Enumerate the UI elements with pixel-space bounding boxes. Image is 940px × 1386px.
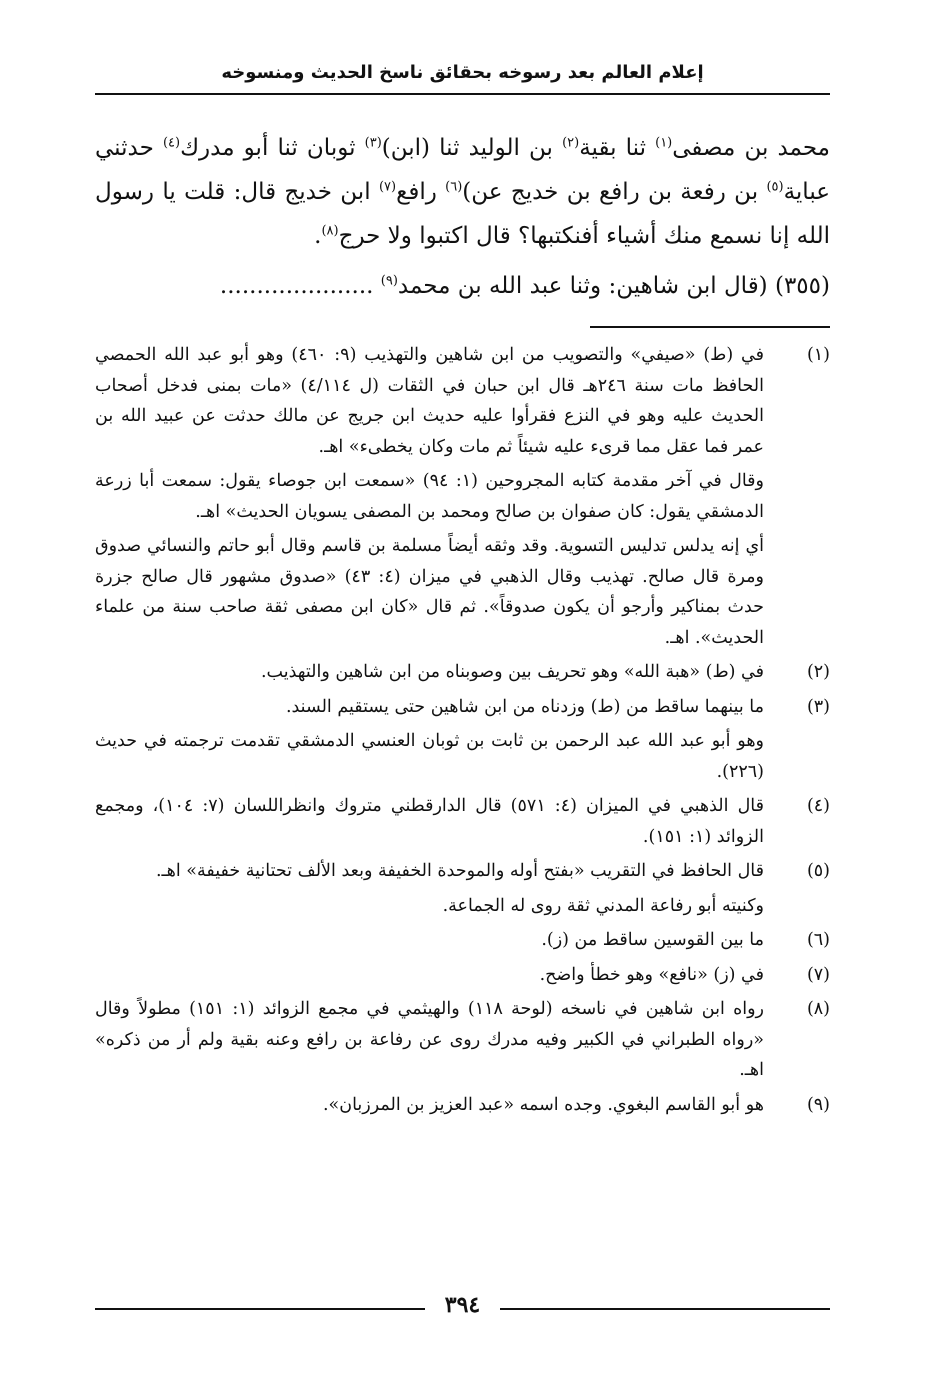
footnote-item xyxy=(95,1090,830,1125)
text-segment: . xyxy=(314,223,322,249)
footnote-ref[interactable]: (٢) xyxy=(562,135,580,151)
footnote-ref[interactable]: (٣) xyxy=(364,135,382,151)
footnote-text: هو أبو القاسم البغوي. وجده اسمه «عبد العزيز بن المرزبان». xyxy=(322,1094,764,1115)
footnote-ref[interactable]: (٤) xyxy=(162,135,181,151)
footnote-body xyxy=(95,791,764,856)
footnote-text: وقال في آخر مقدمة كتابه المجروحين (١: ٩٤) «سمعت ابن جوصاء يقول: سمعت أبا زرعة الدمشقي يقول: كان صفوان بن صالح ومحمد بن المصفى يسويان الحديث» اهـ. xyxy=(95,471,764,522)
footnote-item xyxy=(95,960,830,995)
header-rule xyxy=(95,93,830,95)
text-segment: حدثني عباية xyxy=(95,135,830,205)
footnote-ref[interactable]: (٧) xyxy=(378,179,397,195)
footnote-body xyxy=(95,856,764,925)
text-segment: رافع xyxy=(396,179,446,205)
footnote-text: وكنيته أبو رفاعة المدني ثقة روى له الجماعة. xyxy=(442,895,764,916)
footnote-body xyxy=(95,692,764,792)
footnote-text: قال الذهبي في الميزان (٤: ٥٧١) قال الدارقطني متروك وانظراللسان (٧: ١٠٤)، ومجمع الزوائد (١: ١٥١). xyxy=(95,796,764,847)
footnote-ref[interactable]: (٩) xyxy=(380,273,398,289)
footnote-ref[interactable]: (٦) xyxy=(445,179,463,195)
footnote-separator xyxy=(590,326,830,328)
footnote-text: رواه ابن شاهين في ناسخه (لوحة ١١٨) والهيثمي في مجمع الزوائد (١: ١٥١) مطولاً وقال «رواه الطبراني في الكبير وفيه مدرك روى عن رفاعة بن رافع وعنه بقية ولم أر من ذكره» اهـ. xyxy=(95,999,765,1080)
text-segment: ثنا بقية xyxy=(579,135,656,161)
footnote-number: (٦) xyxy=(806,930,830,950)
footnote-text: أي إنه يدلس تدليس التسوية. وقد وثقه أيضاً مسلمة بن قاسم وقال أبو حاتم والنسائي صدوق ومرة قال صالح. تهذيب وقال الذهبي في ميزان (٤: ٤٣) «صدوق مشهور قال صالح جزرة حدث بمناكير وأرجو أن يكون صدوقاً». ثم قال «كان ابن مصفى ثقة صاحب سنة من علماء الحديث». اهـ. xyxy=(95,536,764,648)
footnote-body xyxy=(95,657,764,692)
footnote-item xyxy=(95,856,830,925)
page-number: ٣٩٤ xyxy=(444,1292,481,1318)
page-footer xyxy=(95,1292,830,1322)
footer-rule-left xyxy=(95,1308,425,1310)
footnote-item xyxy=(95,657,830,692)
footnote-text: في (ط) «هبة الله» وهو تحريف بين وصوبناه من ابن شاهين والتهذيب. xyxy=(260,662,764,682)
footnote-text: في (ط) «صيفي» والتصويب من ابن شاهين والتهذيب (٩: ٤٦٠) وهو أبو عبد الله الحمصي الحافظ مات سنة ٢٤٦هـ قال ابن حبان في الثقات (ل ٤/١١٤) «مات بمنى فدخل أصحاب الحديث عليه وهو في النزع فقرأوا عليه حديث ابن جريج عن مالك حدثت عن عبيد الله بن عمر فما عقل مما قرىء عليه شيئاً ثم مات وكان يخطىء» اهـ. xyxy=(95,345,764,457)
hadith-paragraph-next xyxy=(95,264,830,308)
text-segment: ابن خديج قال: قلت يا رسول الله إنا نسمع منك أشياء أفنكتبها؟ قال اكتبوا ولا حرج xyxy=(95,179,830,249)
footnote-body xyxy=(95,925,764,960)
footnote-item xyxy=(95,791,830,856)
footnote-body xyxy=(95,994,764,1090)
text-segment: ثوبان ثنا أبو مدرك xyxy=(180,135,365,161)
footnote-number: (٩) xyxy=(806,1094,830,1115)
footnote-text: وهو أبو عبد الله عبد الرحمن بن ثابت بن ثوبان العنسي الدمشقي تقدمت ترجمته في حديث (٢٢٦). xyxy=(95,731,764,782)
footnote-ref[interactable]: (١) xyxy=(655,135,673,151)
text-segment: ..................... xyxy=(219,273,381,299)
hadith-paragraph xyxy=(95,126,830,258)
footnote-text: ما بينهما ساقط من (ط) وزدناه من ابن شاهين حتى يستقيم السند. xyxy=(285,696,764,717)
footnote-number: (٨) xyxy=(806,999,830,1019)
footnote-ref[interactable]: (٥) xyxy=(766,179,784,195)
footnote-item xyxy=(95,994,830,1090)
footnote-body xyxy=(95,960,764,995)
footnote-item xyxy=(95,692,830,792)
text-segment: بن رفعة بن رافع بن خديج عن) xyxy=(462,179,767,205)
footnote-item xyxy=(95,925,830,960)
footnote-body xyxy=(95,340,764,657)
footnote-text: في (ز) «نافع» وهو خطأ واضح. xyxy=(539,964,764,985)
footnote-number: (٥) xyxy=(806,861,830,881)
footnote-ref[interactable]: (٨) xyxy=(321,223,339,239)
footnote-number: (٣) xyxy=(806,696,830,717)
text-segment: بن الوليد ثنا (ابن) xyxy=(381,135,563,161)
main-text xyxy=(95,126,830,308)
text-segment: (٣٥٥) (قال ابن شاهين: وثنا عبد الله بن محمد xyxy=(397,273,830,299)
footnote-item xyxy=(95,340,830,657)
footnote-text: ما بين القوسين ساقط من (ز). xyxy=(541,930,764,950)
footnotes xyxy=(95,340,830,1124)
text-segment: محمد بن مصفى xyxy=(672,135,831,161)
footnote-number: (٧) xyxy=(806,964,830,985)
footnote-number: (٤) xyxy=(806,796,830,816)
running-header: إعلام العالم بعد رسوخه بحقائق ناسخ الحديث ومنسوخه xyxy=(221,62,704,83)
footnote-text: قال الحافظ في التقريب «بفتح أوله والموحدة الخفيفة وبعد الألف تحتانية خفيفة» اهـ. xyxy=(155,861,764,881)
footnote-body xyxy=(95,1090,764,1125)
footnote-number: (١) xyxy=(806,345,830,365)
footnote-number: (٢) xyxy=(806,662,830,682)
